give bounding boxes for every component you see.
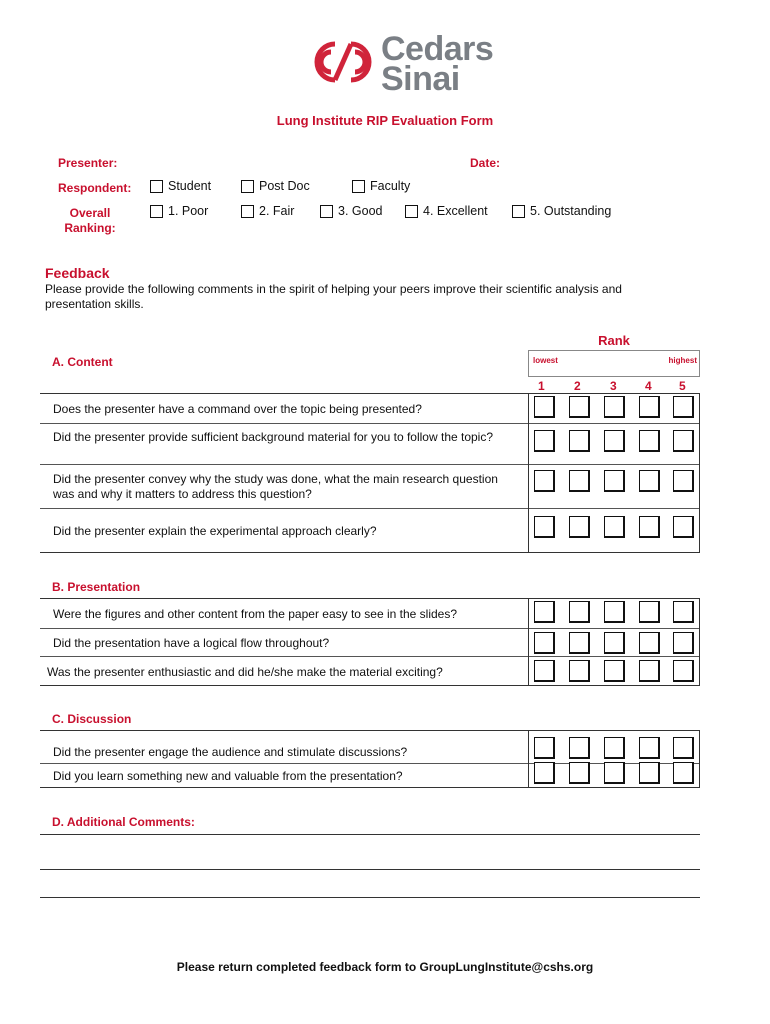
ranking-option-fair[interactable]: 2. Fair	[241, 204, 294, 218]
checkbox-icon[interactable]	[405, 205, 418, 218]
ranking-option-excellent[interactable]: 4. Excellent	[405, 204, 488, 218]
respondent-option-faculty[interactable]: Faculty	[352, 179, 410, 193]
rank-checkbox[interactable]	[569, 632, 590, 654]
rank-checkbox[interactable]	[639, 632, 660, 654]
cedars-sinai-logo	[305, 30, 505, 98]
rank-checkbox[interactable]	[569, 601, 590, 623]
checkbox-icon[interactable]	[352, 180, 365, 193]
rank-checkbox[interactable]	[639, 430, 660, 452]
logo-mark-icon	[305, 30, 381, 94]
rank-divider	[528, 376, 700, 377]
rank-checkbox[interactable]	[604, 516, 625, 538]
rank-scale-header	[528, 350, 700, 376]
rank-number-2: 2	[574, 379, 581, 393]
rank-checkbox[interactable]	[604, 660, 625, 682]
feedback-instructions: Please provide the following comments in the spirit of helping your peers improve their scientific analysis and presentation skills.	[45, 282, 622, 311]
rank-checkbox[interactable]	[673, 632, 694, 654]
overall-ranking-label: Overall Ranking:	[64, 206, 116, 235]
checkbox-icon[interactable]	[320, 205, 333, 218]
rank-checkbox[interactable]	[569, 762, 590, 784]
logo-text-cedars: Cedars	[381, 30, 494, 68]
rank-checkbox[interactable]	[534, 470, 555, 492]
rank-highest-label: highest	[668, 356, 697, 365]
rank-checkbox[interactable]	[673, 396, 694, 418]
question-b3: Was the presenter enthusiastic and did he/she make the material exciting?	[47, 665, 443, 679]
section-b-table	[40, 598, 700, 686]
rank-checkbox[interactable]	[569, 737, 590, 759]
rank-checkbox[interactable]	[673, 601, 694, 623]
footer-instructions: Please return completed feedback form to GroupLungInstitute@cshs.org	[176, 960, 594, 974]
rank-checkbox[interactable]	[569, 470, 590, 492]
logo-text-sinai: Sinai	[381, 60, 460, 98]
rank-checkbox[interactable]	[639, 660, 660, 682]
rank-number-4: 4	[645, 379, 652, 393]
checkbox-icon[interactable]	[150, 205, 163, 218]
rank-checkbox[interactable]	[673, 737, 694, 759]
comment-line[interactable]	[40, 834, 700, 835]
checkbox-icon[interactable]	[512, 205, 525, 218]
rank-checkbox[interactable]	[604, 470, 625, 492]
rank-checkbox[interactable]	[604, 737, 625, 759]
rank-checkbox[interactable]	[569, 516, 590, 538]
comment-line[interactable]	[40, 869, 700, 870]
rank-checkbox[interactable]	[639, 470, 660, 492]
rank-number-5: 5	[679, 379, 686, 393]
rank-number-3: 3	[610, 379, 617, 393]
section-b-title: B. Presentation	[52, 580, 141, 594]
question-b1: Were the figures and other content from the paper easy to see in the slides?	[53, 607, 458, 621]
rank-checkbox[interactable]	[534, 660, 555, 682]
rank-checkbox[interactable]	[534, 737, 555, 759]
feedback-title: Feedback	[45, 265, 110, 281]
rank-checkbox[interactable]	[639, 762, 660, 784]
section-c-title: C. Discussion	[52, 712, 132, 726]
form-title: Lung Institute RIP Evaluation Form	[276, 113, 494, 128]
rank-number-1: 1	[538, 379, 545, 393]
rank-checkbox[interactable]	[604, 632, 625, 654]
ranking-option-poor[interactable]: 1. Poor	[150, 204, 208, 218]
question-a1: Does the presenter have a command over the topic being presented?	[53, 402, 422, 416]
question-b2: Did the presentation have a logical flow throughout?	[53, 636, 330, 650]
rank-checkbox[interactable]	[604, 762, 625, 784]
rank-checkbox[interactable]	[639, 516, 660, 538]
date-label: Date:	[470, 156, 501, 170]
comment-line[interactable]	[40, 897, 700, 898]
rank-checkbox[interactable]	[639, 737, 660, 759]
respondent-label: Respondent:	[58, 181, 132, 195]
rank-checkbox[interactable]	[604, 430, 625, 452]
section-a-title: A. Content	[52, 355, 113, 369]
checkbox-icon[interactable]	[150, 180, 163, 193]
rank-checkbox[interactable]	[534, 430, 555, 452]
rank-checkbox[interactable]	[569, 430, 590, 452]
rank-checkbox[interactable]	[569, 396, 590, 418]
rank-checkbox[interactable]	[534, 601, 555, 623]
rank-checkbox[interactable]	[673, 516, 694, 538]
rank-checkbox[interactable]	[534, 762, 555, 784]
rank-checkbox[interactable]	[639, 396, 660, 418]
question-a2: Did the presenter provide sufficient background material for you to follow the topic?	[53, 430, 494, 444]
rank-checkbox[interactable]	[604, 601, 625, 623]
rank-checkbox[interactable]	[534, 516, 555, 538]
checkbox-icon[interactable]	[241, 180, 254, 193]
question-a4: Did the presenter explain the experimental approach clearly?	[53, 524, 377, 538]
section-a-table	[40, 393, 700, 553]
rank-checkbox[interactable]	[569, 660, 590, 682]
rank-checkbox[interactable]	[673, 660, 694, 682]
presenter-label: Presenter:	[58, 156, 118, 170]
checkbox-icon[interactable]	[241, 205, 254, 218]
rank-checkbox[interactable]	[604, 396, 625, 418]
rank-checkbox[interactable]	[534, 396, 555, 418]
ranking-option-outstanding[interactable]: 5. Outstanding	[512, 204, 611, 218]
rank-checkbox[interactable]	[534, 632, 555, 654]
question-a3: Did the presenter convey why the study was done, what the main research question was and why it matters to address this question?	[53, 472, 498, 501]
ranking-option-good[interactable]: 3. Good	[320, 204, 382, 218]
question-c1: Did the presenter engage the audience and stimulate discussions?	[53, 745, 408, 759]
question-c2: Did you learn something new and valuable from the presentation?	[53, 769, 403, 783]
rank-checkbox[interactable]	[673, 470, 694, 492]
rank-lowest-label: lowest	[533, 356, 558, 365]
section-d-title: D. Additional Comments:	[52, 815, 195, 829]
section-c-table	[40, 730, 700, 788]
respondent-option-postdoc[interactable]: Post Doc	[241, 179, 310, 193]
rank-title: Rank	[598, 333, 630, 348]
respondent-option-student[interactable]: Student	[150, 179, 211, 193]
rank-checkbox[interactable]	[673, 762, 694, 784]
rank-checkbox[interactable]	[673, 430, 694, 452]
rank-checkbox[interactable]	[639, 601, 660, 623]
